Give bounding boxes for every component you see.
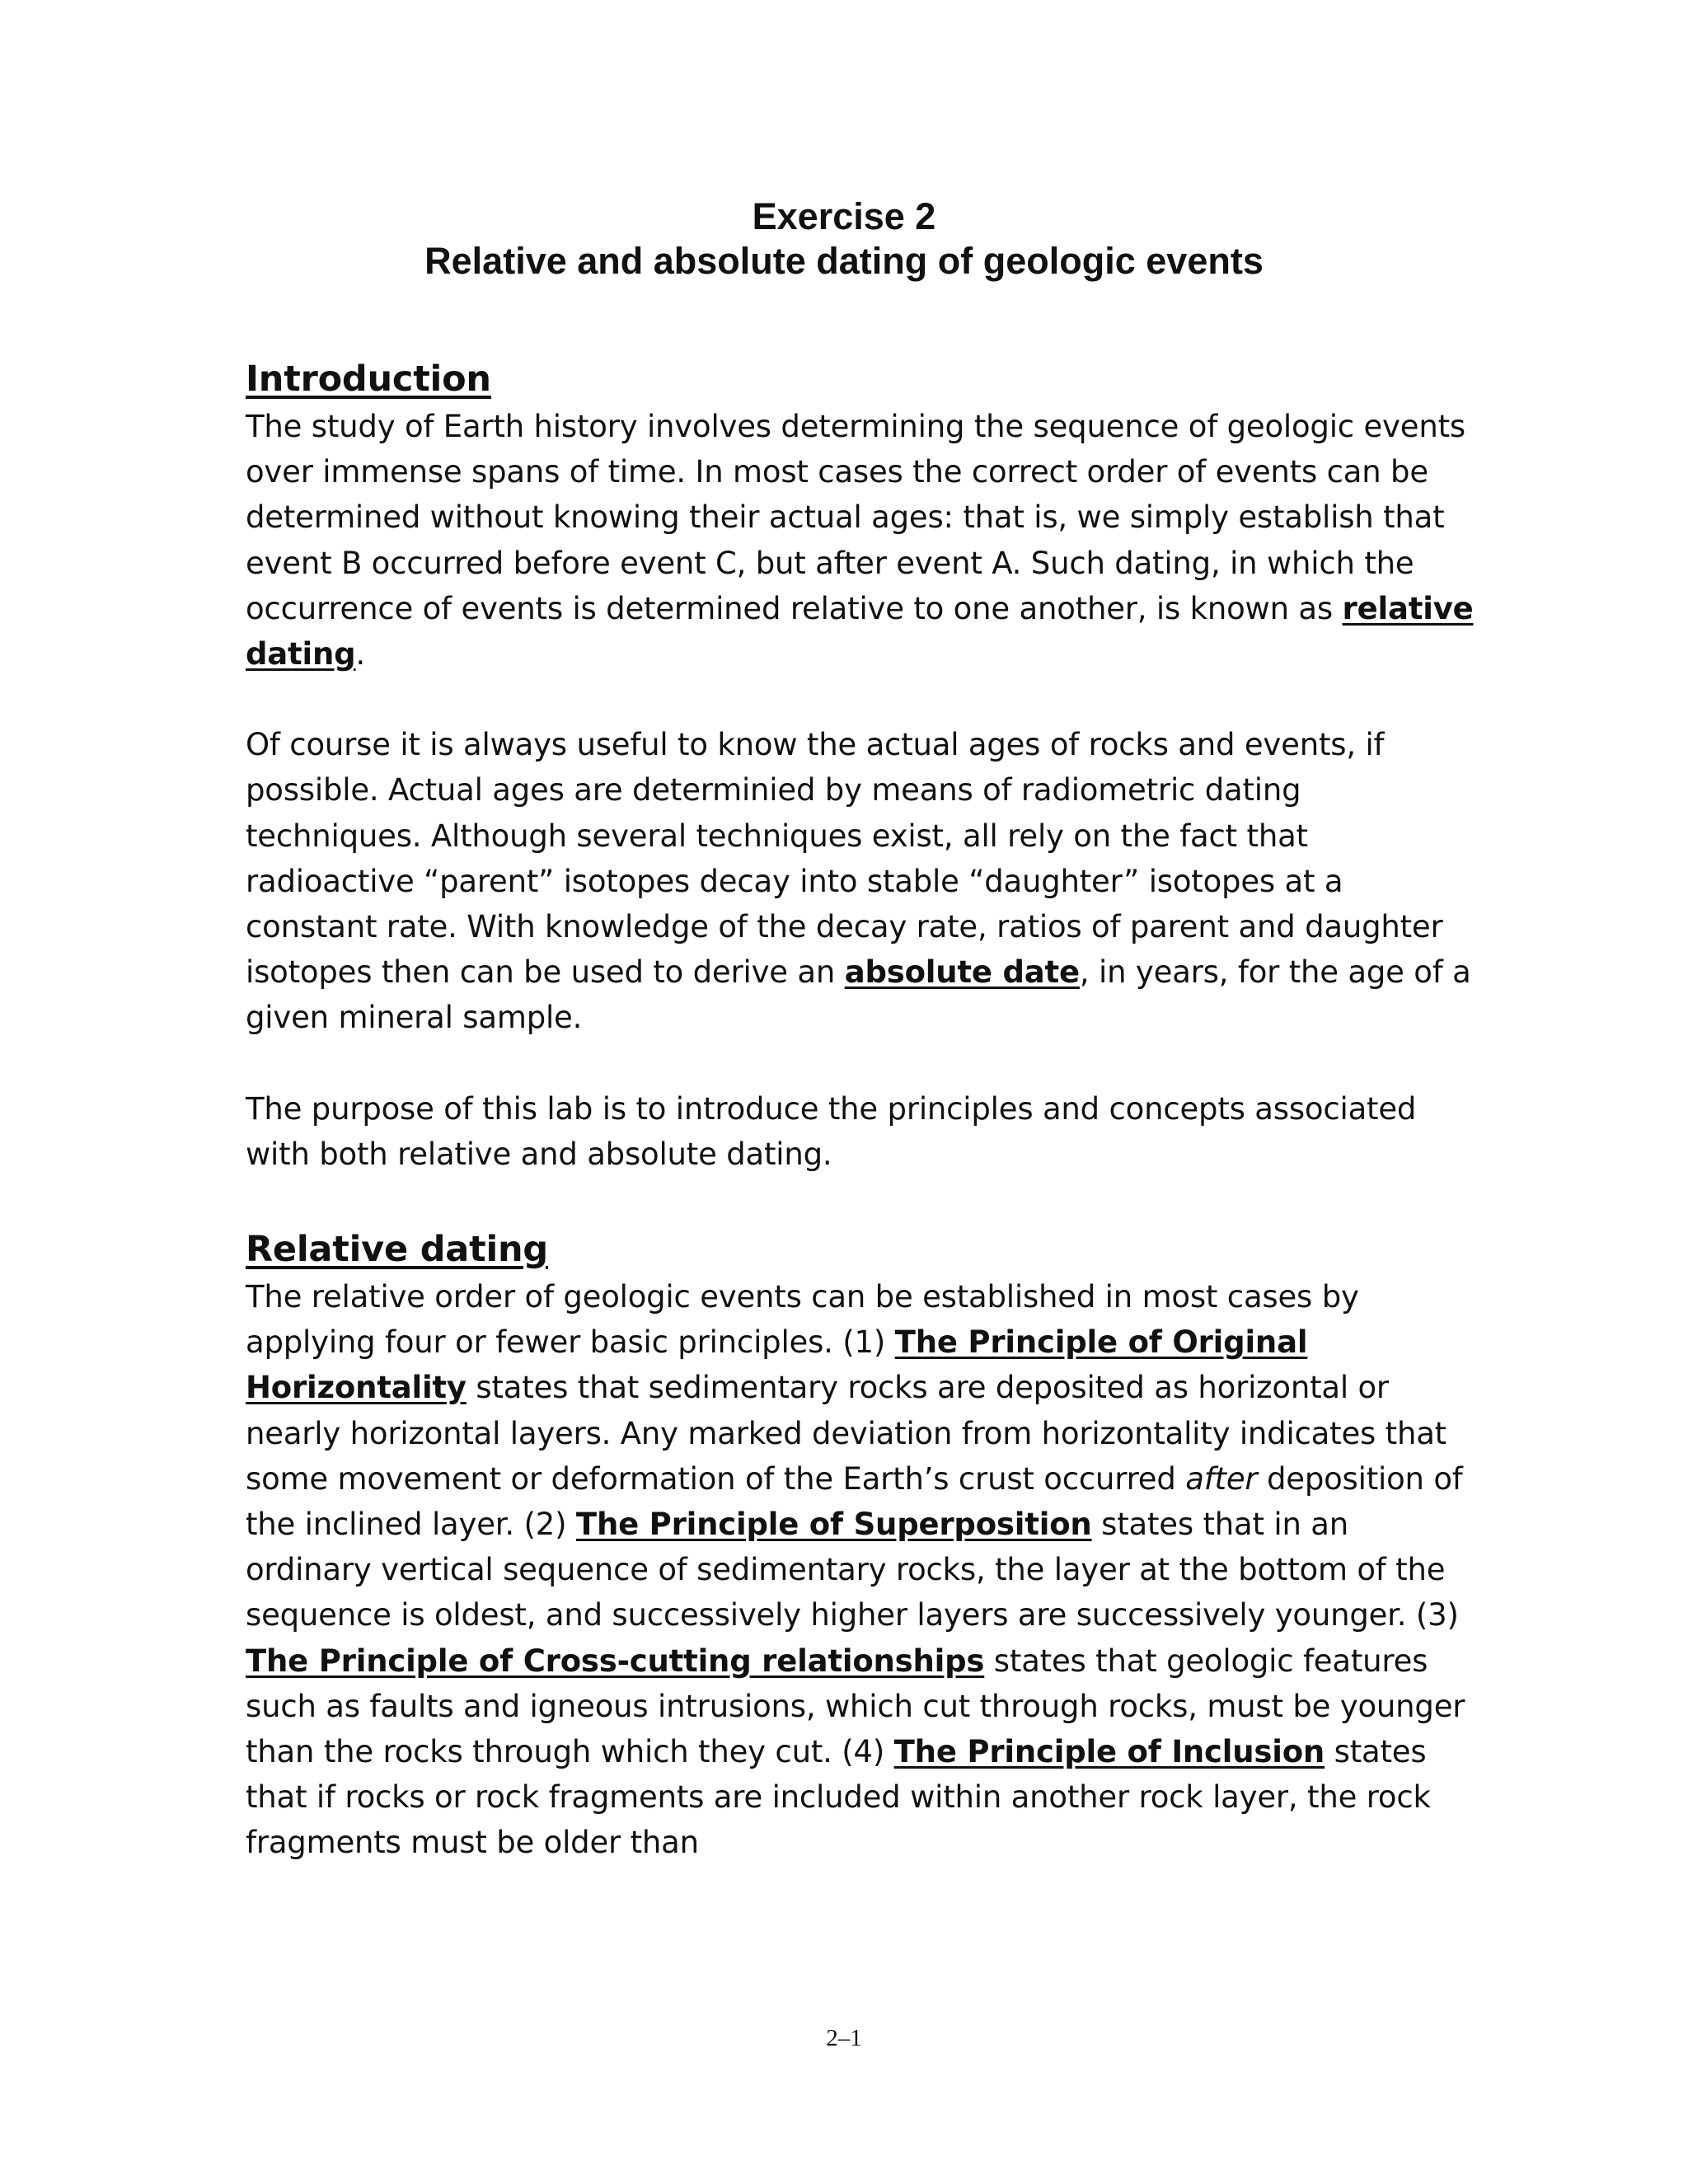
paragraph-text: states that geologic features such as faults and igneous intrusions, which cut through rocks, must be younger than the rocks through which they cut. (4) — [246, 1643, 1465, 1770]
paragraph-text: Of course it is always useful to know the actual ages of rocks and events, if possible. Actual ages are determinied by means of radiometric dating techniques. Although several techniques exist, all rely on the fact that radioactive “parent” isotopes decay into stable “daughter” isotopes at a constant rate. With knowledge of the decay rate, ratios of parent and daughter isotopes then can be used to derive an — [246, 727, 1443, 991]
paragraph-text: . — [355, 636, 366, 673]
introduction-paragraph-1 — [246, 404, 1482, 677]
paragraph-spacer — [246, 677, 1482, 722]
paragraph-spacer — [246, 1041, 1482, 1086]
paragraph-text: deposition of the inclined layer. (2) — [246, 1460, 1463, 1543]
introduction-paragraph-3: The purpose of this lab is to introduce the principles and concepts associated with both relative and absolute dating. — [246, 1090, 1417, 1172]
relative-dating-paragraph — [246, 1274, 1482, 1866]
term-relative-dating: relative dating — [246, 590, 1474, 673]
document-body — [246, 354, 1482, 1866]
term-superposition: The Principle of Superposition — [575, 1507, 1092, 1543]
term-inclusion: The Principle of Inclusion — [893, 1734, 1325, 1770]
paragraph-text: , in years, for the age of a given mineral sample. — [246, 954, 1471, 1036]
term-cross-cutting: The Principle of Cross-cutting relationships — [246, 1643, 985, 1679]
term-absolute-date: absolute date — [844, 954, 1080, 991]
paragraph-text: The study of Earth history involves determining the sequence of geologic events over immense spans of time. In most cases the correct order of events can be determined without knowing their actual ages: that is, we simply establish that event B occurred before event C, but after event A. Such dating, in which the occurrence of events is determined relative to one another, is known as — [246, 409, 1465, 626]
paragraph-text: states that sedimentary rocks are deposited as horizontal or nearly horizontal layers. Any marked deviation from horizontality indicates that some movement or deformation of the Earth’s crust occurred — [246, 1370, 1447, 1497]
exercise-number: Exercise 2 — [752, 195, 936, 237]
document-title — [0, 194, 1688, 284]
term-original-horizontality: The Principle of Original Horizontality — [246, 1324, 1308, 1406]
paragraph-spacer — [246, 1177, 1482, 1225]
exercise-title: Relative and absolute dating of geologic events — [424, 240, 1264, 282]
introduction-paragraph-2 — [246, 722, 1482, 1040]
paragraph-text: states that if rocks or rock fragments are included within another rock layer, the rock fragments must be older than — [246, 1734, 1431, 1861]
paragraph-text: states that in an ordinary vertical sequence of sedimentary rocks, the layer at the bottom of the sequence is oldest, and successively higher layers are successively younger. (3) — [246, 1507, 1459, 1633]
introduction-heading: Introduction — [246, 359, 491, 400]
paragraph-text: The relative order of geologic events can be established in most cases by applying four or fewer basic principles. (1) — [246, 1279, 1359, 1361]
page-number: 2–1 — [826, 2025, 862, 2051]
emphasis-after: after — [1185, 1460, 1258, 1497]
relative-dating-heading: Relative dating — [246, 1229, 548, 1271]
